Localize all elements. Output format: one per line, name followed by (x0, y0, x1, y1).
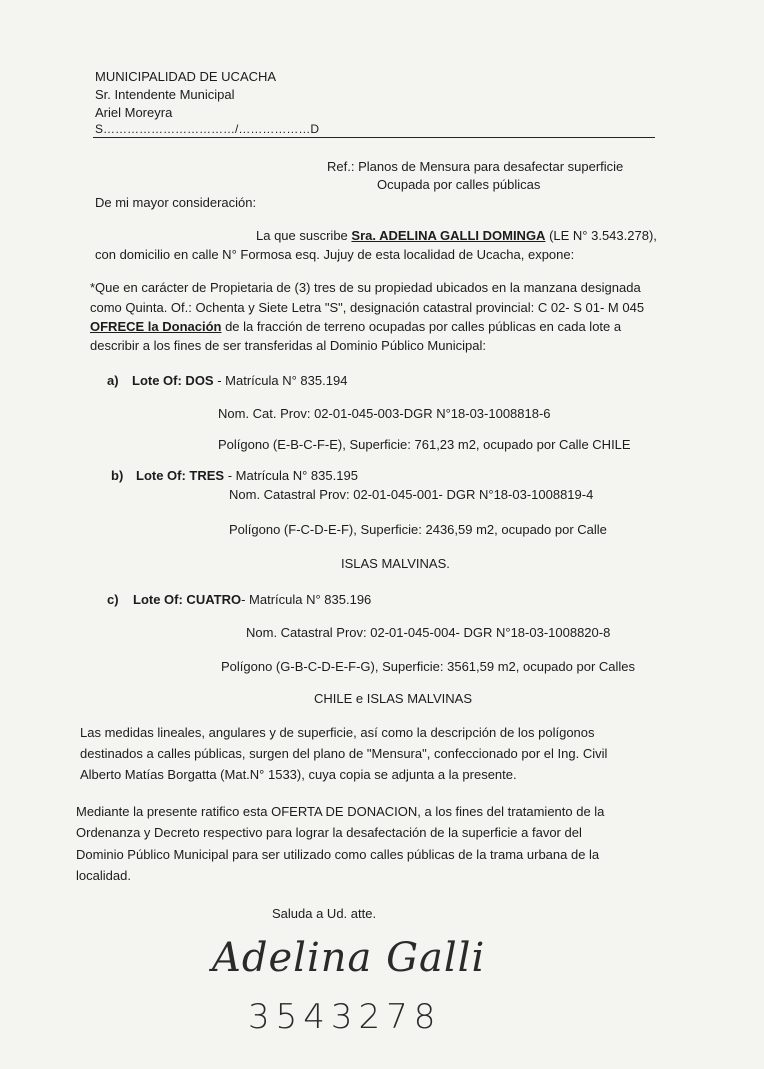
header-title: Sr. Intendente Municipal (95, 87, 235, 102)
body2-line-1: Las medidas lineales, angulares y de superficie, así como la descripción de los polígonos (80, 725, 595, 740)
lot-c-matricula: - Matrícula N° 835.196 (241, 592, 372, 607)
intro-line-2: con domicilio en calle N° Formosa esq. Jujuy de esta localidad de Ucacha, expone: (95, 247, 575, 262)
body1-line-1: *Que en carácter de Propietaria de (3) tres de su propiedad ubicados en la manzana designada (90, 280, 641, 295)
lot-b-poligono-2: ISLAS MALVINAS. (341, 556, 450, 571)
lot-a-nom: Nom. Cat. Prov: 02-01-045-003-DGR N°18-03-1008818-6 (218, 406, 551, 421)
lot-b-nom: Nom. Catastral Prov: 02-01-045-001- DGR N°18-03-1008819-4 (229, 487, 594, 502)
body1-line-2: como Quinta. Of.: Ochenta y Siete Letra "S", designación catastral provincial: C 02- S 01- M 045 (90, 300, 645, 315)
signature-number: 3543278 (248, 997, 442, 1037)
body3-line-1: Mediante la presente ratifico esta OFERTA DE DONACION, a los fines del tratamiento de la (76, 804, 605, 819)
header-municipality: MUNICIPALIDAD DE UCACHA (95, 69, 277, 84)
header-sd: S……………………………/………………D (95, 122, 320, 136)
header-name: Ariel Moreyra (95, 105, 173, 120)
lot-a-title: Lote Of: DOS (132, 373, 214, 388)
body1-line-4: describir a los fines de ser transferidas al Dominio Público Municipal: (90, 338, 486, 353)
offer-label: OFRECE la Donación (90, 319, 222, 334)
lot-c-heading (133, 591, 371, 609)
body3-line-2: Ordenanza y Decreto respectivo para lograr la desafectación de la superficie a favor del (76, 825, 582, 840)
lot-c-poligono: Polígono (G-B-C-D-E-F-G), Superficie: 3561,59 m2, ocupado por Calles (221, 659, 636, 674)
lot-c-marker: c) (107, 592, 119, 607)
signature-handwriting: Adelina Galli (212, 935, 486, 981)
body3-line-4: localidad. (76, 868, 131, 883)
lot-a-marker: a) (107, 373, 119, 388)
lot-b-title: Lote Of: TRES (136, 468, 225, 483)
lot-b-marker: b) (111, 468, 124, 483)
body2-line-3: Alberto Matías Borgatta (Mat.N° 1533), cuya copia se adjunta a la presente. (80, 767, 517, 782)
body1-line-3-rest: de la fracción de terreno ocupadas por calles públicas en cada lote a (221, 319, 622, 334)
lot-b-heading (136, 467, 358, 485)
lot-a-matricula: - Matrícula N° 835.194 (213, 373, 348, 388)
lot-c-nom: Nom. Catastral Prov: 02-01-045-004- DGR N°18-03-1008820-8 (246, 625, 611, 640)
intro-line-1 (256, 227, 657, 245)
ref-line-2: Ocupada por calles públicas (377, 177, 541, 192)
lot-b-matricula: - Matrícula N° 835.195 (224, 468, 358, 483)
intro-prefix: La que suscribe (256, 228, 352, 243)
ref-line-1: Ref.: Planos de Mensura para desafectar superficie (327, 159, 624, 174)
body3-line-3: Dominio Público Municipal para ser utilizado como calles públicas de la trama urbana de la (76, 847, 600, 862)
closing: Saluda a Ud. atte. (272, 906, 377, 921)
body2-line-2: destinados a calles públicas, surgen del plano de "Mensura", confeccionado por el Ing. Civil (80, 746, 608, 761)
lot-c-poligono-2: CHILE e ISLAS MALVINAS (314, 691, 472, 706)
applicant-name: Sra. ADELINA GALLI DOMINGA (351, 228, 546, 243)
body1-line-3 (90, 318, 621, 336)
salutation: De mi mayor consideración: (95, 195, 257, 210)
lot-c-title: Lote Of: CUATRO (133, 592, 242, 607)
intro-suffix: (LE N° 3.543.278), (545, 228, 657, 243)
lot-a-heading (132, 372, 347, 390)
lot-b-poligono: Polígono (F-C-D-E-F), Superficie: 2436,59 m2, ocupado por Calle (229, 522, 607, 537)
header-divider (93, 137, 655, 138)
lot-a-poligono: Polígono (E-B-C-F-E), Superficie: 761,23 m2, ocupado por Calle CHILE (218, 437, 631, 452)
